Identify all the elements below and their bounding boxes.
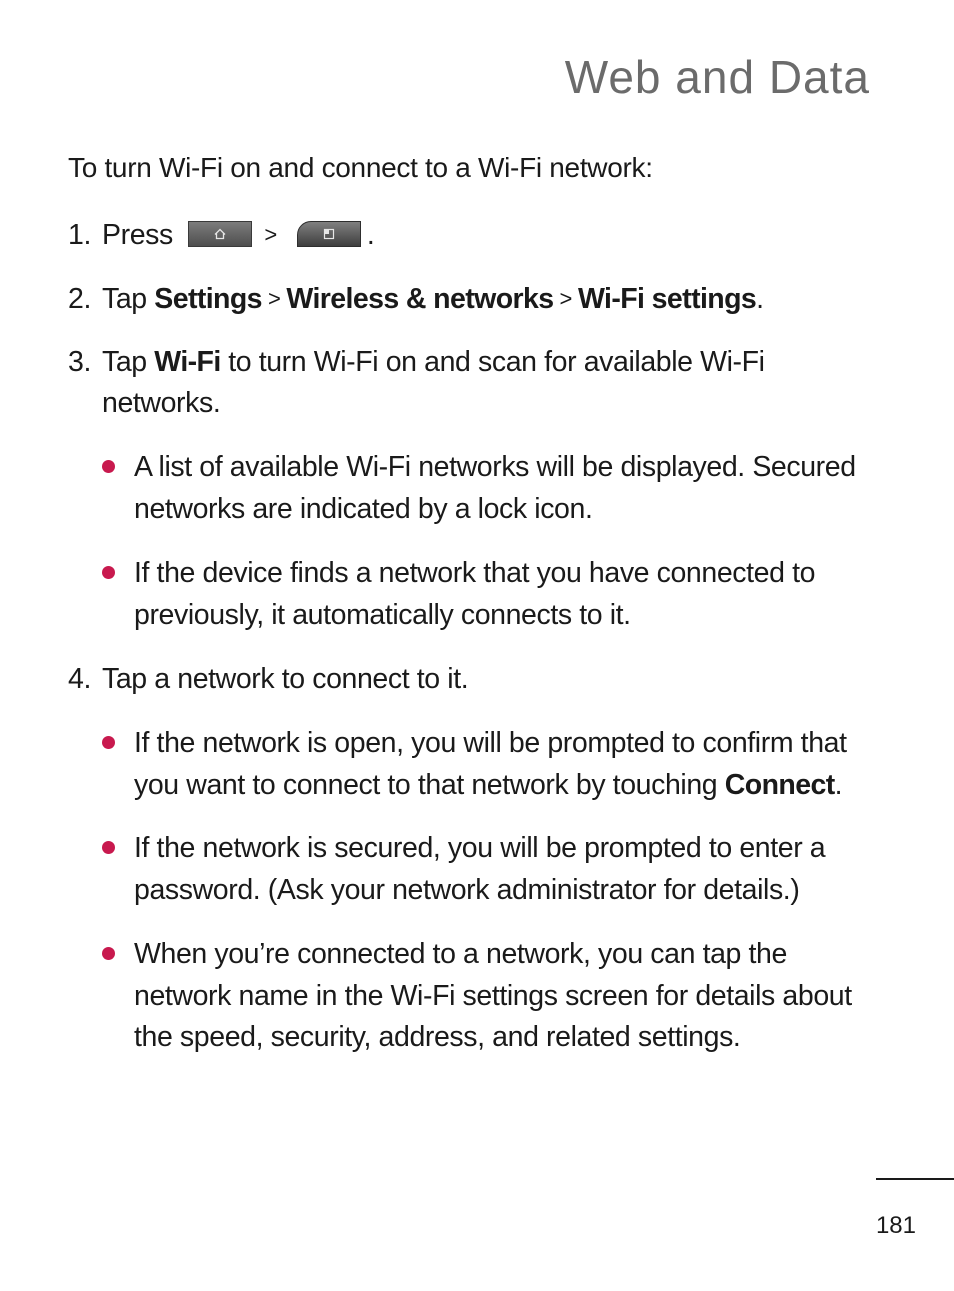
separator: > bbox=[264, 222, 277, 247]
section-heading: To turn Wi-Fi on and connect to a Wi-Fi network: bbox=[68, 152, 653, 183]
menu-path-wireless: Wireless & networks bbox=[286, 283, 554, 315]
step-end: . bbox=[366, 219, 375, 251]
bullet-dot bbox=[102, 736, 115, 749]
step-text: networks. bbox=[102, 387, 221, 419]
step-4 bbox=[68, 659, 868, 700]
bullet-dot bbox=[102, 947, 115, 960]
bullet-line: network name in the Wi-Fi settings screen for details about bbox=[134, 979, 852, 1012]
page-number: 181 bbox=[875, 1212, 916, 1239]
step-number: 1. bbox=[68, 219, 91, 251]
bullet-dot bbox=[102, 566, 115, 579]
bullet-line: When you’re connected to a network, you can tap the bbox=[134, 938, 787, 970]
step-number: 2. bbox=[68, 283, 91, 315]
step-text: Tap bbox=[102, 346, 147, 378]
menu-key-icon bbox=[297, 221, 361, 247]
bullet-line: If the network is secured, you will be prompted to enter a bbox=[134, 832, 826, 864]
bullet-line: previously, it automatically connects to it. bbox=[134, 598, 631, 631]
bullet-item bbox=[134, 553, 894, 636]
bullet-line bbox=[134, 765, 894, 807]
step-text: Tap bbox=[102, 283, 147, 315]
separator: > bbox=[559, 286, 572, 311]
bullet-line: networks are indicated by a lock icon. bbox=[134, 492, 593, 525]
step-number: 3. bbox=[68, 346, 91, 378]
bullet-dot bbox=[102, 841, 115, 854]
home-key-icon bbox=[188, 221, 252, 247]
step-line bbox=[68, 342, 868, 383]
bullet-line: If the network is open, you will be prompted to confirm that bbox=[134, 727, 847, 759]
step-3 bbox=[68, 342, 868, 424]
menu-path-settings: Settings bbox=[154, 283, 262, 315]
chapter-title: Web and Data bbox=[564, 51, 870, 103]
bullet-line: A list of available Wi-Fi networks will be displayed. Secured bbox=[134, 451, 856, 483]
bullet-dot bbox=[102, 460, 115, 473]
wifi-label: Wi-Fi bbox=[154, 346, 221, 378]
step-number: 4. bbox=[68, 663, 91, 695]
step-text: Tap a network to connect to it. bbox=[102, 663, 469, 695]
bullet-item bbox=[134, 723, 894, 806]
bullet-item bbox=[134, 447, 894, 530]
bullet-text: you want to connect to that network by touching bbox=[134, 768, 718, 801]
connect-label: Connect bbox=[724, 768, 835, 801]
separator: > bbox=[267, 286, 281, 311]
step-2 bbox=[68, 278, 868, 320]
menu-path-wifi-settings: Wi-Fi settings bbox=[577, 283, 757, 315]
step-text: to turn Wi-Fi on and scan for available Wi-Fi bbox=[228, 346, 765, 378]
bullet-item bbox=[134, 828, 894, 911]
bullet-item bbox=[134, 934, 894, 1059]
footer-rule bbox=[876, 1178, 954, 1180]
bullet-end: . bbox=[834, 768, 843, 801]
step-text: Press bbox=[102, 219, 173, 251]
step-1 bbox=[68, 214, 868, 256]
bullet-line: password. (Ask your network administrator for details.) bbox=[134, 873, 800, 906]
bullet-line: If the device finds a network that you have connected to bbox=[134, 557, 816, 589]
step-end: . bbox=[756, 283, 764, 315]
bullet-line: the speed, security, address, and related settings. bbox=[134, 1021, 741, 1053]
